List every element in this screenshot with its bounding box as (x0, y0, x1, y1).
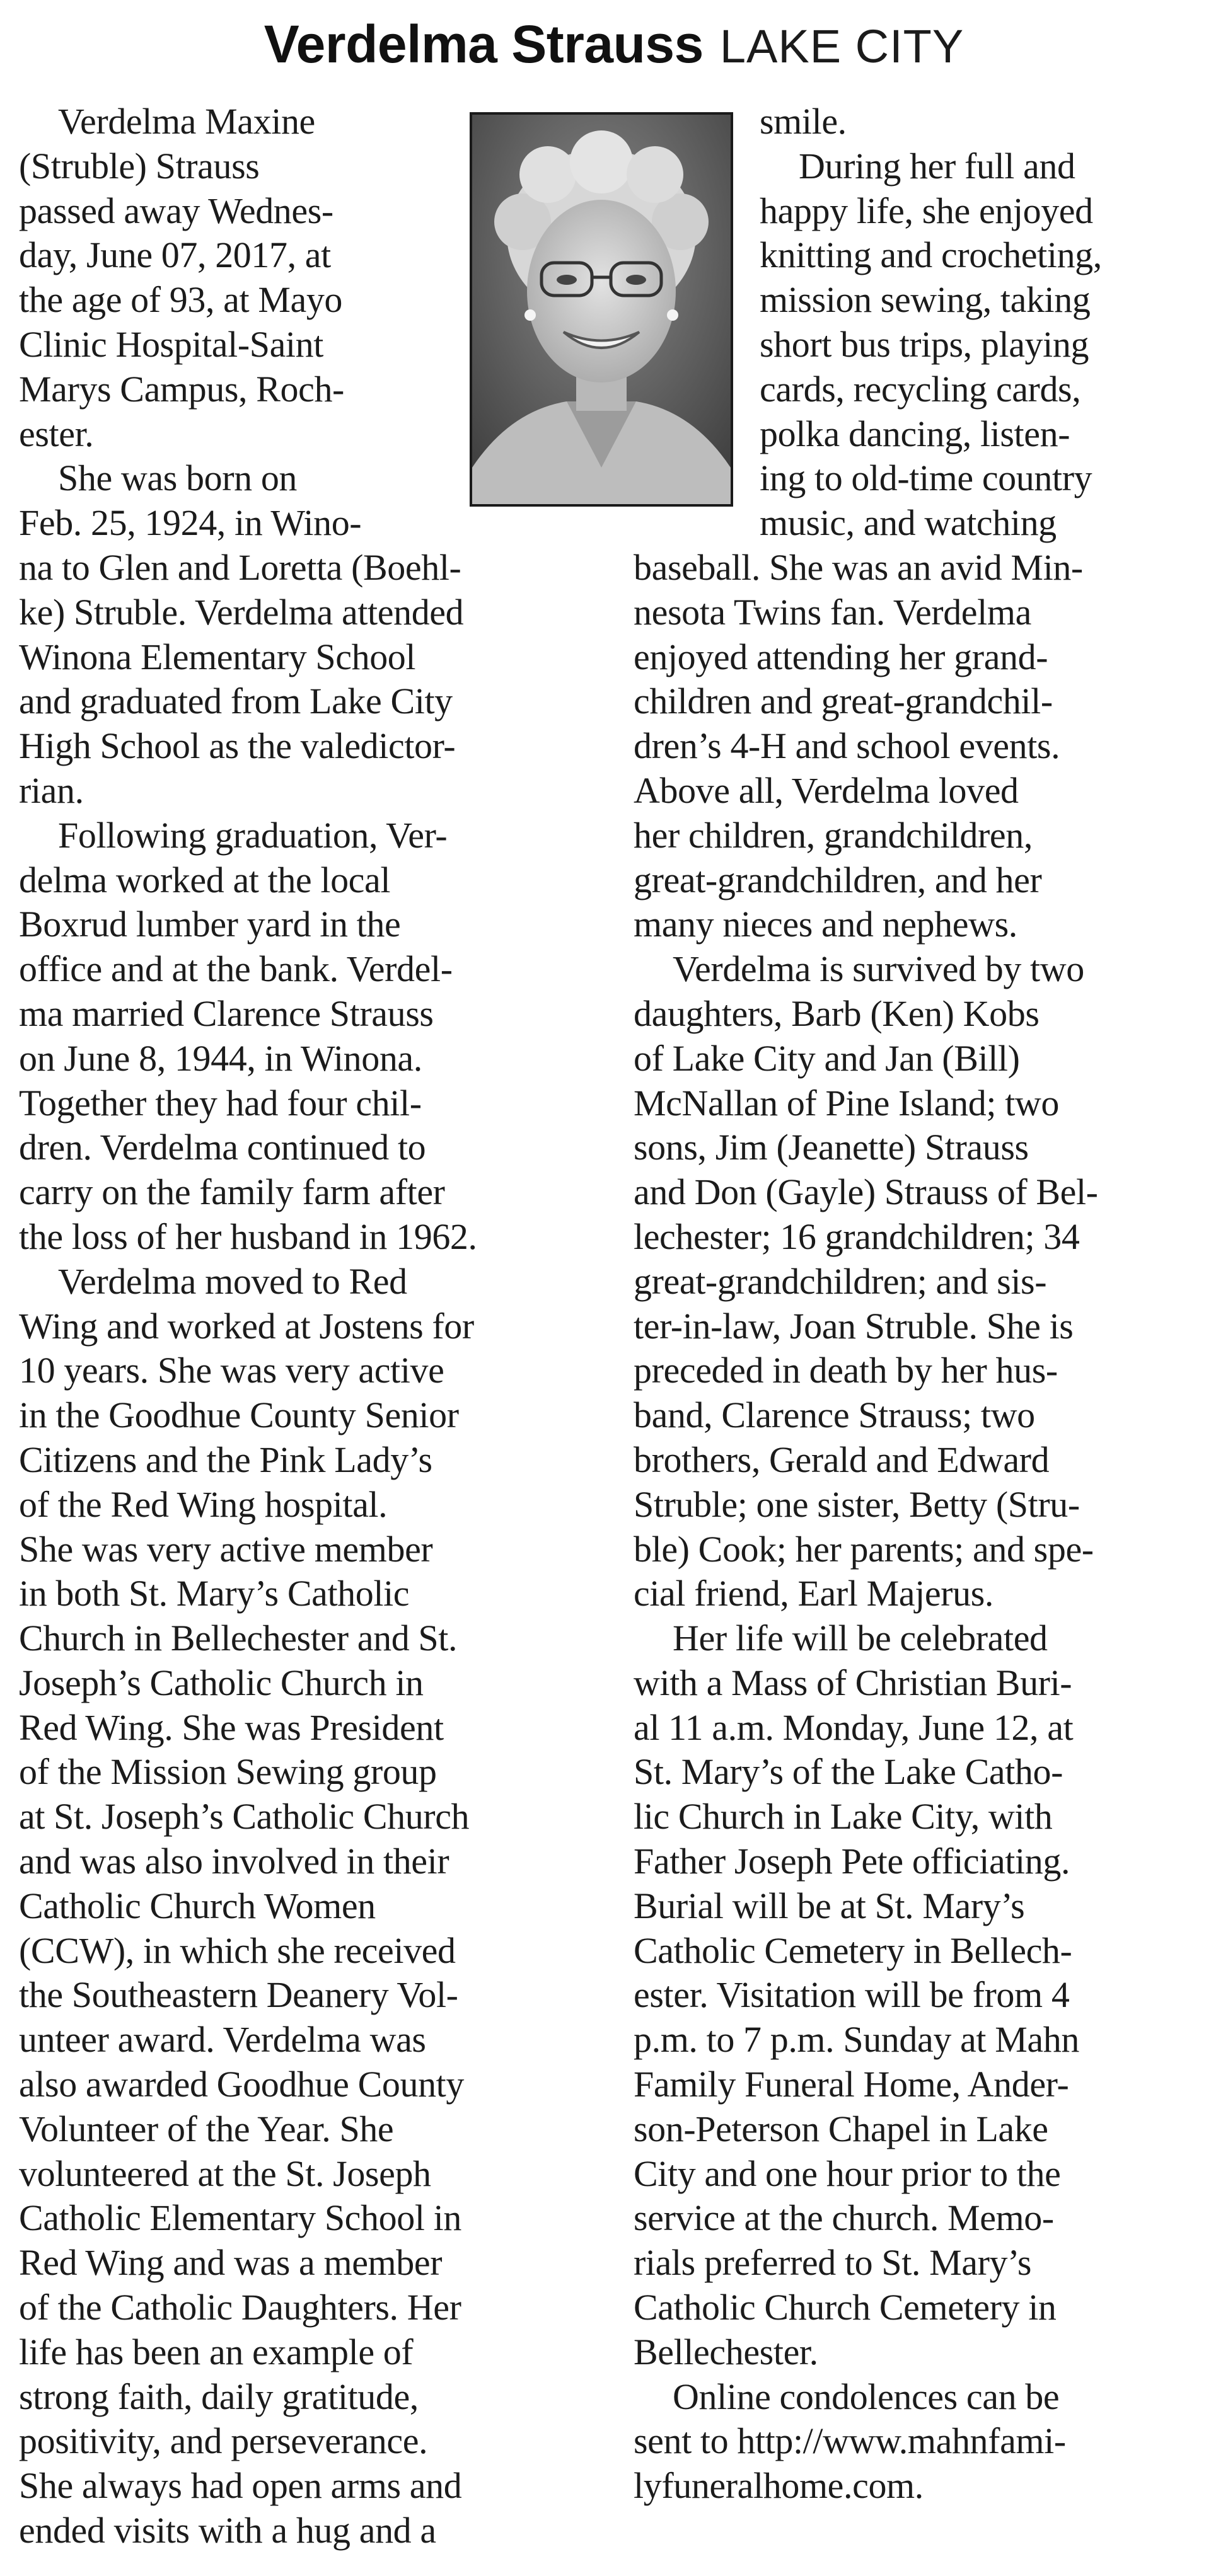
text-line: Family Funeral Home, Ander- (634, 2064, 1069, 2105)
obituary-column-left (19, 100, 596, 2553)
text-line: City and one hour prior to the (634, 2153, 1061, 2194)
text-line: She always had open arms and (19, 2465, 462, 2507)
text-line: with a Mass of Christian Buri- (634, 1662, 1072, 1703)
text-line: St. Mary’s of the Lake Catho- (634, 1751, 1063, 1793)
text-line: ble) Cook; her parents; and spe- (634, 1528, 1094, 1570)
text-line: great-grandchildren, and her (634, 859, 1042, 900)
text-line: children and great-grandchil- (634, 681, 1053, 722)
text-line: and was also involved in their (19, 1841, 449, 1882)
text-line: brothers, Gerald and Edward (634, 1439, 1050, 1480)
obituary-column-right (634, 100, 1217, 2509)
text-line: Above all, Verdelma loved (634, 769, 1019, 811)
obituary-header (0, 11, 1228, 93)
text-line: Red Wing. She was President (19, 1706, 444, 1748)
text-line: Online condolences can be (673, 2376, 1060, 2417)
text-line: lyfuneralhome.com. (634, 2465, 924, 2507)
text-line: (Struble) Strauss (19, 145, 260, 187)
text-line: ester. Visitation will be from 4 (634, 1974, 1070, 2016)
text-line: ke) Struble. Verdelma attended (19, 591, 464, 633)
text-line: rials preferred to St. Mary’s (634, 2242, 1032, 2284)
text-line: the Southeastern Deanery Vol- (19, 1974, 458, 2016)
text-line: happy life, she enjoyed (760, 190, 1093, 231)
text-line: son-Peterson Chapel in Lake (634, 2108, 1048, 2149)
text-line: Burial will be at St. Mary’s (634, 1885, 1025, 1926)
text-line: smile. (760, 101, 847, 142)
text-line: McNallan of Pine Island; two (634, 1082, 1060, 1124)
text-line: the age of 93, at Mayo (19, 279, 343, 321)
text-line: Struble; one sister, Betty (Stru- (634, 1483, 1080, 1525)
text-line: also awarded Goodhue County (19, 2064, 464, 2105)
text-line: cial friend, Earl Majerus. (634, 1573, 993, 1614)
text-line: She was very active member (19, 1528, 433, 1570)
text-line: al 11 a.m. Monday, June 12, at (634, 1706, 1074, 1748)
text-line: office and at the bank. Verdel- (19, 948, 453, 990)
text-line: polka dancing, listen- (760, 413, 1070, 454)
text-line: Marys Campus, Roch- (19, 368, 344, 410)
text-line: baseball. She was an avid Min- (634, 546, 1083, 588)
text-line: Following graduation, Ver- (58, 814, 448, 856)
deceased-name: Verdelma Strauss (264, 14, 704, 74)
text-line: daughters, Barb (Ken) Kobs (634, 992, 1040, 1034)
text-line: music, and watching (760, 502, 1057, 544)
text-line: carry on the family farm after (19, 1171, 445, 1213)
text-line: cards, recycling cards, (760, 368, 1081, 410)
text-line: on June 8, 1944, in Winona. (19, 1037, 422, 1079)
text-line: of the Red Wing hospital. (19, 1483, 388, 1525)
text-line: Catholic Church Cemetery in (634, 2287, 1057, 2328)
text-line: ter-in-law, Joan Struble. She is (634, 1305, 1074, 1347)
text-line: the loss of her husband in 1962. (19, 1216, 477, 1257)
text-line: day, June 07, 2017, at (19, 234, 331, 276)
text-line: great-grandchildren; and sis- (634, 1260, 1047, 1302)
text-line: Father Joseph Pete officiating. (634, 1841, 1070, 1882)
text-line: in both St. Mary’s Catholic (19, 1573, 410, 1614)
text-line: nesota Twins fan. Verdelma (634, 591, 1031, 633)
text-line: Feb. 25, 1924, in Wino- (19, 502, 362, 544)
text-line: Clinic Hospital-Saint (19, 323, 323, 365)
text-line: 10 years. She was very active (19, 1350, 444, 1391)
text-line: Verdelma moved to Red (58, 1260, 407, 1302)
text-line: delma worked at the local (19, 859, 391, 900)
text-line: her children, grandchildren, (634, 814, 1033, 856)
text-line: Volunteer of the Year. She (19, 2108, 394, 2149)
text-line: service at the church. Memo- (634, 2197, 1054, 2239)
text-line: High School as the valedictor- (19, 725, 456, 767)
text-line: life has been an example of (19, 2331, 414, 2372)
text-line: During her full and (799, 145, 1075, 187)
text-line: many nieces and nephews. (634, 904, 1017, 945)
text-line: She was born on (58, 457, 298, 499)
text-line: Boxrud lumber yard in the (19, 904, 401, 945)
text-line: ended visits with a hug and a (19, 2510, 436, 2551)
text-line: Red Wing and was a member (19, 2242, 443, 2284)
text-line: dren’s 4-H and school events. (634, 725, 1060, 767)
text-line: Church in Bellechester and St. (19, 1618, 458, 1659)
text-line: Verdelma is survived by two (673, 948, 1084, 990)
text-line: knitting and crocheting, (760, 234, 1102, 276)
text-line: Winona Elementary School (19, 636, 416, 677)
text-line: Catholic Elementary School in (19, 2197, 461, 2239)
text-line: rian. (19, 769, 84, 811)
text-line: lic Church in Lake City, with (634, 1796, 1053, 1837)
text-line: Wing and worked at Jostens for (19, 1305, 474, 1347)
text-line: at St. Joseph’s Catholic Church (19, 1796, 470, 1837)
text-line: Joseph’s Catholic Church in (19, 1662, 424, 1703)
text-line: (CCW), in which she received (19, 1929, 456, 1971)
text-line: sent to http://www.mahnfami- (634, 2420, 1066, 2462)
text-line: preceded in death by her hus- (634, 1350, 1058, 1391)
text-line: passed away Wednes- (19, 190, 333, 231)
text-line: Her life will be celebrated (673, 1618, 1048, 1659)
text-line: unteer award. Verdelma was (19, 2019, 426, 2061)
text-line: strong faith, daily gratitude, (19, 2376, 419, 2417)
deceased-city: LAKE CITY (719, 20, 964, 72)
text-line: volunteered at the St. Joseph (19, 2153, 431, 2194)
text-line: na to Glen and Loretta (Boehl- (19, 546, 461, 588)
text-line: short bus trips, playing (760, 323, 1089, 365)
text-line: enjoyed attending her grand- (634, 636, 1048, 677)
text-line: of Lake City and Jan (Bill) (634, 1037, 1020, 1079)
text-line: in the Goodhue County Senior (19, 1394, 459, 1436)
text-line: ing to old-time country (760, 457, 1092, 499)
text-line: Verdelma Maxine (58, 101, 315, 142)
text-line: dren. Verdelma continued to (19, 1127, 426, 1168)
text-line: Catholic Church Women (19, 1885, 376, 1926)
text-line: positivity, and perseverance. (19, 2420, 428, 2462)
text-line: of the Mission Sewing group (19, 1751, 437, 1793)
text-line: and graduated from Lake City (19, 681, 453, 722)
text-line: p.m. to 7 p.m. Sunday at Mahn (634, 2019, 1079, 2061)
text-line: ma married Clarence Strauss (19, 992, 434, 1034)
text-line: lechester; 16 grandchildren; 34 (634, 1216, 1080, 1257)
text-line: band, Clarence Strauss; two (634, 1394, 1035, 1436)
text-line: and Don (Gayle) Strauss of Bel- (634, 1171, 1098, 1213)
text-line: Catholic Cemetery in Bellech- (634, 1929, 1072, 1971)
text-line: sons, Jim (Jeanette) Strauss (634, 1127, 1029, 1168)
text-line: of the Catholic Daughters. Her (19, 2287, 461, 2328)
text-line: ester. (19, 413, 94, 454)
text-line: Citizens and the Pink Lady’s (19, 1439, 432, 1480)
text-line: Bellechester. (634, 2331, 818, 2372)
text-line: mission sewing, taking (760, 279, 1091, 321)
text-line: Together they had four chil- (19, 1082, 422, 1124)
